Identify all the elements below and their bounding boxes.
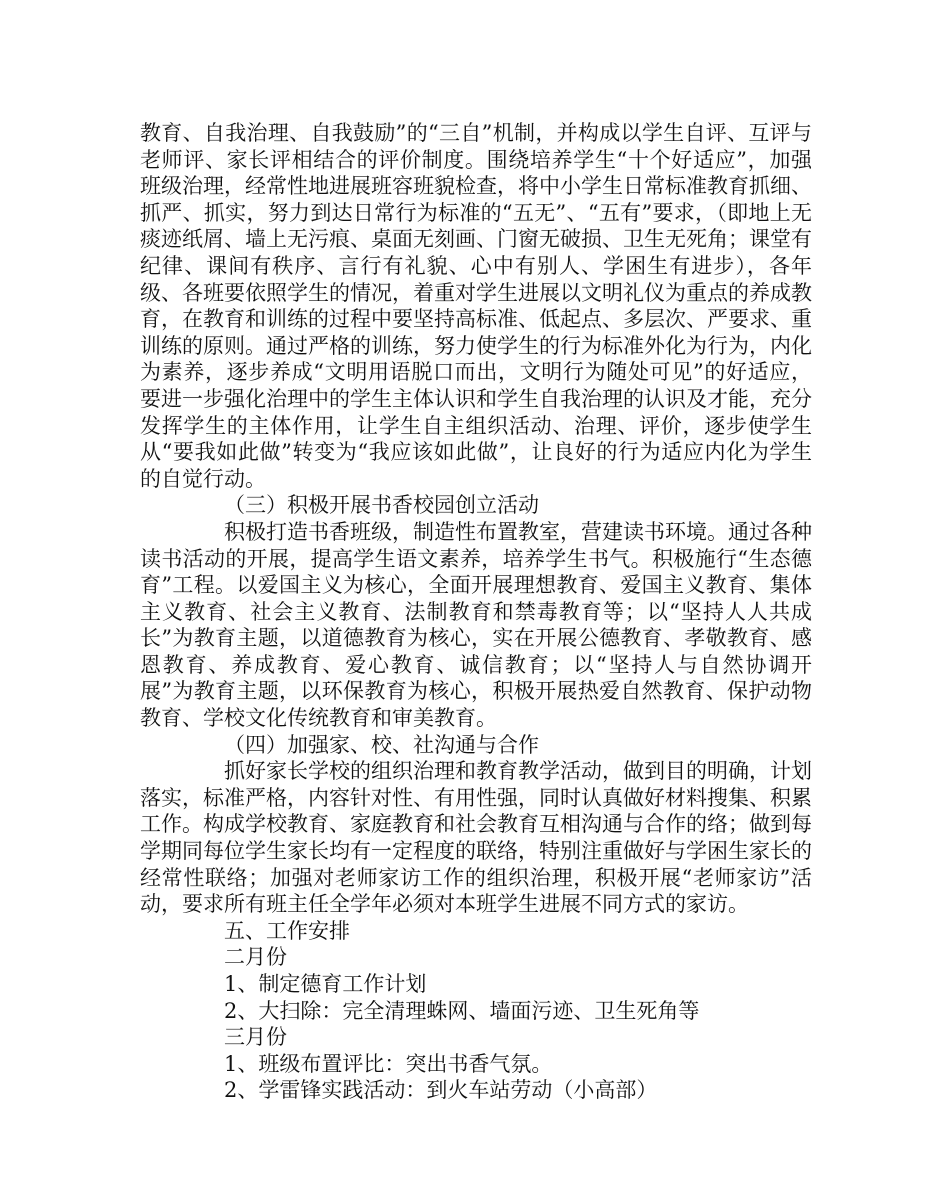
document-page [140, 120, 812, 1104]
section-heading-work-arrangement: 五、工作安排 [224, 918, 350, 943]
paragraph-bookish-campus: 积极打造书香班级，制造性布置教室，营建读书环境。通过各种读书活动的开展，提高学生语文素养，培养学生书气。积极施行“生态德育”工程。以爱国主义为核心，全面开展理想教育、爱国主义教育、集体主义教育、社会主义教育、法制教育和禁毒教育等；以“坚持人人共成长”为教育主题，以道德教育为核心，实在开展公德教育、孝敬教育、感恩教育、养成教育、爱心教育、诚信教育；以“坚持人与自然协调开展”为教育主题，以环保教育为核心，积极开展热爱自然教育、保护动物教育、学校文化传统教育和审美教育。 [140, 519, 812, 731]
month-heading-march: 三月份 [224, 1025, 287, 1050]
list-item: 2、学雷锋实践活动：到火车站劳动（小高部） [224, 1078, 658, 1103]
month-heading-february: 二月份 [224, 945, 287, 970]
paragraph-home-school: 抓好家长学校的组织治理和教育教学活动，做到目的明确，计划落实，标准严格，内容针对性、有用性强，同时认真做好材料搜集、积累工作。构成学校教育、家庭教育和社会教育互相沟通与合作的络；做到每学期同每位学生家长均有一定程度的联络，特别注重做好与学困生家长的经常性联络；加强对老师家访工作的组织治理，积极开展“老师家访”活动，要求所有班主任全学年必须对本班学生进展不同方式的家访。 [140, 759, 812, 917]
paragraph-self-management: 教育、自我治理、自我鼓励”的“三自”机制，并构成以学生自评、互评与老师评、家长评相结合的评价制度。围绕培养学生“十个好适应”，加强班级治理，经常性地进展班容班貌检查，将中小学生日常标准教育抓细、抓严、抓实，努力到达日常行为标准的“五无”、“五有”要求，（即地上无痰迹纸屑、墙上无污痕、桌面无刻画、门窗无破损、卫生无死角；课堂有纪律、课间有秩序、言行有礼貌、心中有别人、学困生有进步），各年级、各班要依照学生的情况，着重对学生进展以文明礼仪为重点的养成教育，在教育和训练的过程中要坚持高标准、低起点、多层次、严要求、重训练的原则。通过严格的训练，努力使学生的行为标准外化为行为，内化为素养，逐步养成“文明用语脱口而出，文明行为随处可见”的好适应，要进一步强化治理中的学生主体认识和学生自我治理的认识及才能，充分发挥学生的主体作用，让学生自主组织活动、治理、评价，逐步使学生从“要我如此做”转变为“我应该如此做”，让良好的行为适应内化为学生的自觉行动。 [140, 121, 812, 491]
list-item: 1、班级布置评比：突出书香气氛。 [224, 1051, 553, 1076]
list-item: 1、制定德育工作计划 [224, 972, 427, 996]
subheading-bookish-campus: （三）积极开展书香校园创立活动 [224, 493, 539, 518]
subheading-home-school: （四）加强家、校、社沟通与合作 [224, 732, 539, 757]
list-item: 2、大扫除：完全清理蛛网、墙面污迹、卫生死角等 [224, 998, 700, 1023]
